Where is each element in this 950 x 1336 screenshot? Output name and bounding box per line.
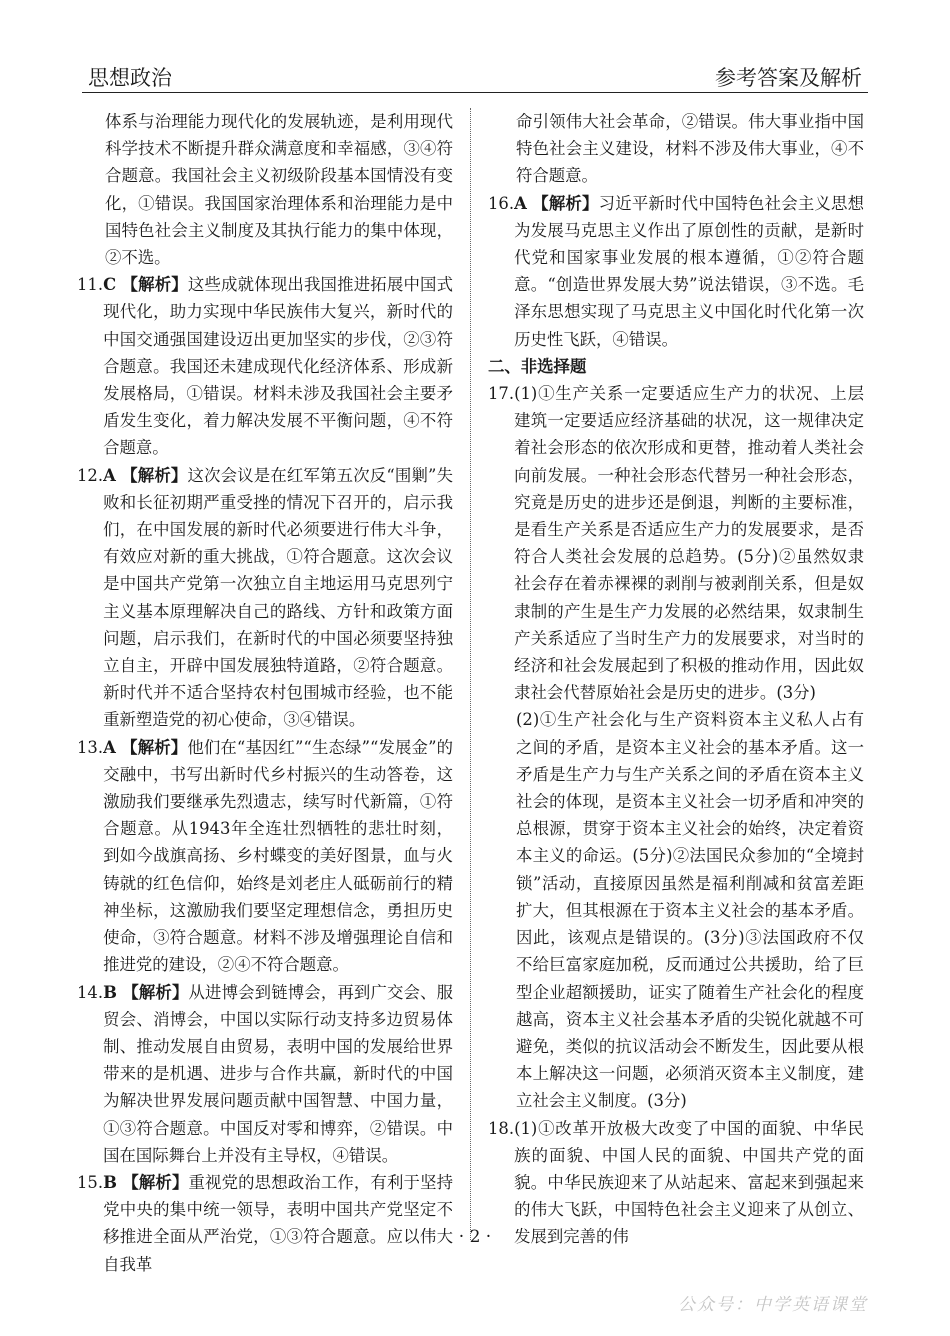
analysis-tag: 【解析】 [122,982,189,1002]
analysis-text: 习近平新时代中国特色社会主义思想为发展马克思主义作出了原创性的贡献，是新时代党和国家事业发展的根本遵循，①②符合题意。“创造世界发展大势”说法错误，③不选。毛泽东思想实现了马克思主义中国化时代化第一次历史性飞跃，④错误。 [514,193,865,349]
answer-item-12 [77,462,453,734]
right-continuation: 命引领伟大社会革命，②错误。伟大事业指中国特色社会主义建设，材料不涉及伟大事业，④不符合题意。 [516,112,864,186]
column-divider [470,108,471,1240]
analysis-text: 这次会议是在红军第五次反“围剿”失败和长征初期严重受挫的情况下召开的，启示我们，在中国发展的新时代必须要进行伟大斗争，有效应对新的重大挑战，①符合题意。这次会议是中国共产党第一次独立自主地运用马克思列宁主义基本原理解决自己的路线、方针和政策方面问题，启示我们，在新时代的中国必须要坚持独立自主，开辟中国发展独特道路，②符合题意。新时代并不适合坚持农村包围城市经验，也不能重新塑造党的初心使命，③④错误。 [103,465,454,730]
analysis-tag: 【解析】 [121,465,188,485]
analysis-tag: 【解析】 [121,737,188,757]
item-number: 16. [488,193,515,213]
item-number: 15. [77,1172,104,1192]
item-number: 13. [77,737,104,757]
analysis-text: 这些成就体现出我国推进拓展中国式现代化，助力实现中华民族伟大复兴，新时代的中国交通强国建设迈出更加坚实的步伐，②③符合题意。我国还未建成现代化经济体系、形成新发展格局，①错误。材料未涉及我国社会主要矛盾发生变化，着力解决发展不平衡问题，④不符合题意。 [103,275,454,458]
analysis-text: 从进博会到链博会，再到广交会、服贸会、消博会，中国以实际行动支持多边贸易体制、推动发展自由贸易，表明中国的发展给世界带来的是机遇、进步与合作共赢，新时代的中国为解决世界发展问题贡献中国智慧、中国力量，①③符合题意。中国反对零和博弈，②错误。中国在国际舞台上并没有主导权，④错误。 [103,982,454,1165]
right-column [488,108,864,1251]
answer-letter: A [103,465,116,485]
q17-part1: (1)①生产关系一定要适应生产力的状况、上层建筑一定要适应经济基础的状况，这一规律决定着社会形态的依次形成和更替，推动着人类社会向前发展。一种社会形态代替另一种社会形态，究竟是历史的进步还是倒退，判断的主要标准，是看生产关系是否适应生产力的发展要求，是否符合人类社会发展的总趋势。(5分)②虽然奴隶社会存在着赤裸裸的剥削与被剥削关系，但是奴隶制的产生是生产力发展的必然结果，奴隶制生产关系适应了当时生产力的发展要求，对当时的经济和社会发展起到了积极的推动作用，因此奴隶社会代替原始社会是历史的进步。(3分) [514,384,864,703]
section-heading: 二、非选择题 [488,356,587,376]
item-number: 12. [77,465,104,485]
answer-letter: B [103,982,117,1002]
item-number: 14. [77,982,104,1002]
item-number: 17. [488,384,515,404]
answer-letter: A [514,193,527,213]
q17-part2: (2)①生产社会化与生产资料资本主义私人占有之间的矛盾，是资本主义社会的基本矛盾。这一矛盾是生产力与生产关系之间的矛盾在资本主义社会的体现，是资本主义社会一切矛盾和冲突的总根源，贯穿于资本主义社会的始终，决定着资本主义的命运。(5分)②法国民众参加的“全境封锁”活动，直接原因虽然是福利削减和贫富差距扩大，但其根源在于资本主义社会的基本矛盾。因此，该观点是错误的。(3分)③法国政府不仅不给巨富家庭加税，反而通过公共援助，给了巨型企业超额援助，证实了随着生产社会化的程度越高，资本主义社会基本矛盾的尖锐化就越不可避免，类似的抗议活动会不断发生，因此要从根本上解决这一问题，必须消灭资本主义制度，建立社会主义制度。(3分) [516,710,864,1111]
answer-item-14 [77,979,453,1169]
answer-letter: C [103,275,117,295]
answer-item-13 [77,734,453,979]
answer-item-11 [77,271,453,461]
answer-item-17 [488,380,864,706]
analysis-text: 他们在“基因红”“生态绿”“发展金”的交融中，书写出新时代乡村振兴的生动答卷，这激励我们要继承先烈遗志，续写时代新篇，①符合题意。从1943年全连壮烈牺牲的悲壮时刻，到如今战旗高扬、乡村蝶变的美好图景，血与火铸就的红色信仰，始终是刘老庄人砥砺前行的精神坐标，这激励我们要坚定理想信念，勇担历史使命，③符合题意。材料不涉及增强理论自信和推进党的建设，②④不符合题意。 [103,737,453,975]
analysis-tag: 【解析】 [121,275,188,295]
item-number: 11. [77,275,104,295]
page-number: · 2 · [458,1227,492,1247]
answer-item-15 [77,1169,453,1278]
subject-title: 思想政治 [88,66,172,90]
answer-letter: A [103,737,116,757]
watermark-text: 公众号：中学英语课堂 [678,1295,868,1315]
q18-part1: (1)①改革开放极大改变了中国的面貌、中华民族的面貌、中国人民的面貌、中国共产党的面貌。中华民族迎来了从站起来、富起来到强起来的伟大飞跃，中国特色社会主义迎来了从创立、发展到完善的伟 [514,1118,864,1247]
analysis-tag: 【解析】 [122,1172,189,1192]
page-header [82,58,868,93]
section-title: 参考答案及解析 [715,66,862,90]
left-continuation: 体系与治理能力现代化的发展轨迹，是利用现代科学技术不断提升群众满意度和幸福感，③④符合题意。我国社会主义初级阶段基本国情没有变化，①错误。我国国家治理体系和治理能力是中国特色社会主义制度及其执行能力的集中体现，②不选。 [105,112,453,268]
item-number: 18. [488,1118,515,1138]
answer-letter: B [103,1172,117,1192]
answer-item-16 [488,190,864,353]
analysis-tag: 【解析】 [532,193,599,213]
analysis-text: 重视党的思想政治工作，有利于坚持党中央的集中统一领导，表明中国共产党坚定不移推进全面从严治党，①③符合题意。应以伟大自我革 [103,1172,454,1274]
left-column [77,108,453,1278]
